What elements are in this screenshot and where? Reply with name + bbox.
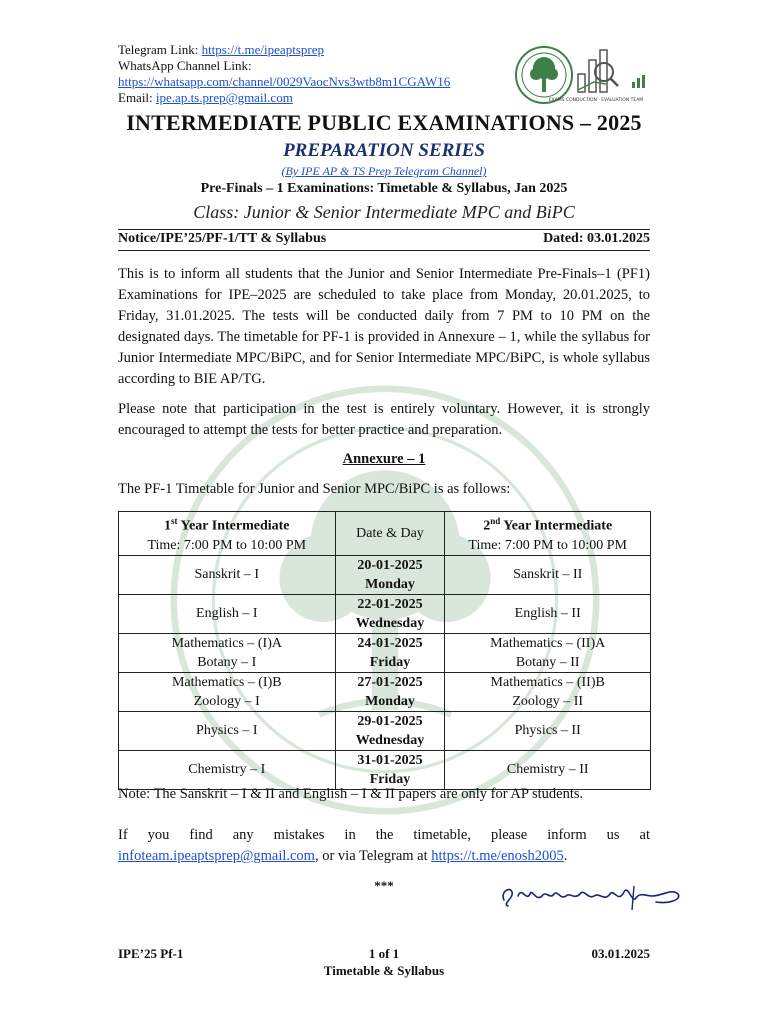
logo-text: EXAMS CONDUCTION · EVALUATION TEAM [548,98,644,103]
class-line: Class: Junior & Senior Intermediate MPC and BiPC [193,202,575,222]
table-row [119,672,651,711]
voluntary-paragraph: Please note that participation in the test is entirely voluntary. However, it is strongly encouraged to attempt the tests for better practice and preparation. [118,401,650,438]
table-header-row [119,512,651,556]
table-row [119,633,651,672]
email-label: Email: [118,90,156,105]
header-links [118,42,450,106]
first-year-subject: Sanskrit – I [119,555,336,594]
contact-paragraph: If you find any mistakes in the timetable, please inform us at infoteam.ipeaptsprep@gmail.com, or via Telegram at https://t.me/enosh2005. [118,827,650,864]
first-year-subject: Mathematics – (I)B Zoology – I [119,672,336,711]
whatsapp-link[interactable]: https://whatsapp.com/channel/0029VaocNvs3wtb8m1CGAW16 [118,74,451,89]
subject-line: Pre-Finals – 1 Examinations: Timetable & Syllabus, Jan 2025 [200,181,568,196]
footer-subtitle: Timetable & Syllabus [323,963,445,978]
table-row [119,594,651,633]
notice-date: Dated: 03.01.2025 [543,231,650,246]
end-marker: *** [374,878,394,893]
exam-date: 20-01-2025 Monday [335,555,445,594]
page-subtitle: PREPARATION SERIES [283,140,485,161]
footer-page: 1 of 1 [368,946,400,961]
contact-telegram-link[interactable]: https://t.me/enosh2005 [431,848,564,864]
exam-date: 27-01-2025 Monday [335,672,445,711]
email-link[interactable]: ipe.ap.ts.prep@gmail.com [155,90,293,105]
telegram-label: Telegram Link: [118,42,202,57]
timetable [118,511,651,790]
col-header-second-year: 2nd Year Intermediate Time: 7:00 PM to 10:00 PM [445,512,651,556]
second-year-subject: Mathematics – (II)A Botany – II [445,633,651,672]
col-header-first-year: 1st Year Intermediate Time: 7:00 PM to 10:00 PM [119,512,336,556]
table-row [119,711,651,750]
whatsapp-label: WhatsApp Channel Link: [118,58,252,73]
page-title: INTERMEDIATE PUBLIC EXAMINATIONS – 2025 [126,110,642,135]
footer-left: IPE’25 Pf-1 [118,946,184,961]
notice-row [118,231,650,247]
second-year-subject: Chemistry – II [445,750,651,789]
annexure-heading: Annexure – 1 [342,451,426,467]
first-year-subject: Chemistry – I [119,750,336,789]
second-year-subject: Physics – II [445,711,651,750]
byline: (By IPE AP & TS Prep Telegram Channel) [281,164,487,178]
exam-date: 24-01-2025 Friday [335,633,445,672]
col-header-date: Date & Day [335,512,445,556]
table-note: Note: The Sanskrit – I & II and English – I & II papers are only for AP students. [118,786,584,802]
second-year-subject: English – II [445,594,651,633]
divider-top [118,229,650,230]
exam-date: 22-01-2025 Wednesday [335,594,445,633]
table-row [119,555,651,594]
footer-date: 03.01.2025 [591,946,650,961]
table-intro: The PF-1 Timetable for Junior and Senior MPC/BiPC is as follows: [118,481,511,497]
signature [496,874,686,914]
second-year-subject: Mathematics – (II)B Zoology – II [445,672,651,711]
first-year-subject: Physics – I [119,711,336,750]
first-year-subject: Mathematics – (I)A Botany – I [119,633,336,672]
second-year-subject: Sanskrit – II [445,555,651,594]
exam-date: 29-01-2025 Wednesday [335,711,445,750]
contact-email-link[interactable]: infoteam.ipeaptsprep@gmail.com [118,848,315,864]
divider-bottom [118,250,650,251]
telegram-link[interactable]: https://t.me/ipeaptsprep [201,42,324,57]
notice-number: Notice/IPE’25/PF-1/TT & Syllabus [118,231,327,246]
first-year-subject: English – I [119,594,336,633]
intro-paragraph: This is to inform all students that the Junior and Senior Intermediate Pre-Finals–1 (PF1) Examinations for IPE–2025 are scheduled to take place from Monday, 20.01.2025, to Friday, 31.01.2025. The tests will be conducted daily from 7 PM to 10 PM on the designated days. The timetable for PF-1 is provided in Annexure – 1, while the syllabus for Junior Intermediate MPC/BiPC, and for Senior Intermediate MPC/BiPC, is whole syllabus according to BIE AP/TG. [118,266,650,387]
exams-team-logo [514,44,652,106]
exam-date: 31-01-2025 Friday [335,750,445,789]
